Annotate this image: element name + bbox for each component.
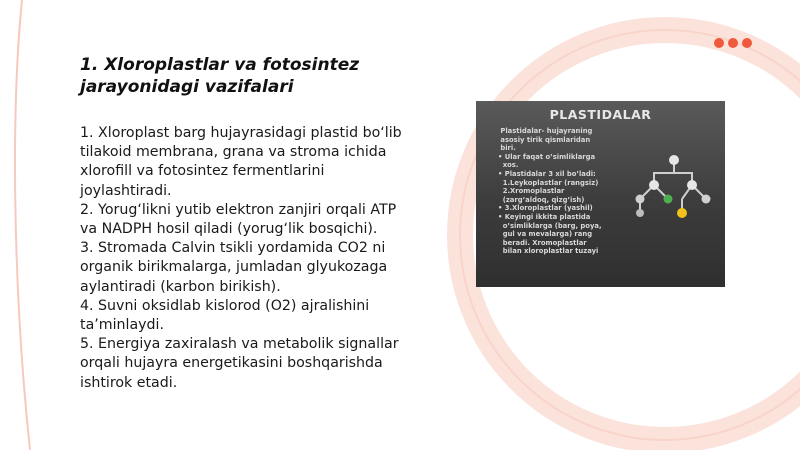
plastidalar-image [476,101,725,287]
body-line: 1. Xloroplast barg hujayrasidagi plastid bo‘lib [80,125,402,141]
body-line: organik birikmalarga, jumladan glyukozaga [80,259,388,276]
image-text: Plastidalar- hujayraning asosiy tirik qismlaridan biri. • Ular faqat o’simliklarga xos. • Plastidalar 3 xil bo’ladi: 1.Leykoplastlar (rangsiz) 2.Xromoplastlar (zarg’aldoq, qizg’ish) • 3.Xloroplastlar (yashil) • Keyingi ikkita plastida o’simliklarga (barg, poya, gul va mevalarga) rang beradi. Xromoplastlar bilan xloroplastlar tuzayi [498,127,602,256]
menu-dots-icon[interactable] [714,38,752,48]
body-line: orqali hujayra energetikasini boshqarishda [80,355,383,372]
body-line: ta’minlaydi. [80,317,165,334]
slide-body [80,124,420,393]
image-title: PLASTIDALAR [549,107,652,122]
body-line: 2. Yorug‘likni yutib elektron zanjiri orqali ATP [80,201,397,218]
body-line: joylashtiradi. [80,182,172,199]
body-line: ishtirok etadi. [80,374,178,391]
body-line: va NADPH hosil qiladi (yorug‘lik bosqichi). [80,221,378,238]
body-line: aylantiradi (karbon birikish). [80,278,281,295]
body-line: 3. Stromada Calvin tsikli yordamida CO2 ni [80,240,386,257]
body-line: 5. Energiya zaxiralash va metabolik signallar [80,336,399,353]
body-line: xlorofill va fotosintez fermentlarini [80,163,325,180]
slide-title: 1. Xloroplastlar va fotosintez jarayonidagi vazifalari [80,55,360,97]
body-line: 4. Suvni oksidlab kislorod (O2) ajralishini [80,297,370,314]
plastid-diagram-icon [626,151,721,231]
body-line: tilakoid membrana, grana va stroma ichida [80,144,387,161]
